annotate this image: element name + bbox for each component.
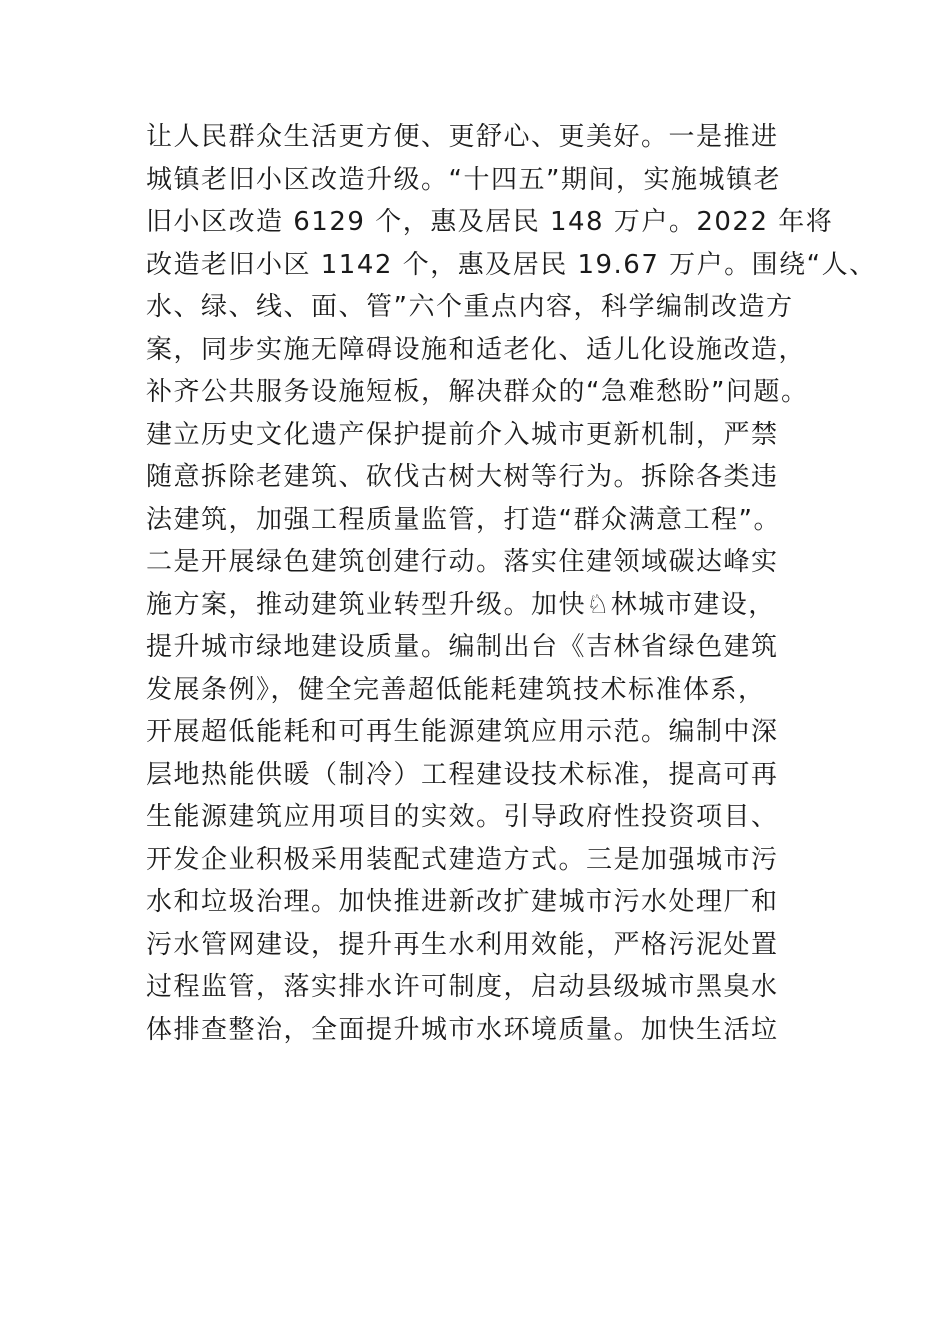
- text-line: 旧小区改造 6129 个，惠及居民 148 万户。2022 年将: [146, 207, 834, 237]
- text-line: 开发企业积极采用装配式建造方式。三是加强城市污: [146, 844, 779, 875]
- text-line: 过程监管，落实排水许可制度，启动县级城市黑臭水: [146, 972, 779, 1002]
- text-line: 水、绿、线、面、管”六个重点内容，科学编制改造方: [146, 292, 794, 322]
- text-line: 发展条例》，健全完善超低能耗建筑技术标准体系，: [146, 674, 766, 705]
- text-line: 城镇老旧小区改造升级。“十四五”期间，实施城镇老: [146, 164, 781, 195]
- text-line: 生能源建筑应用项目的实效。引导政府性投资项目、: [146, 802, 779, 832]
- text-line: 水和垃圾治理。加快推进新改扩建城市污水处理厂和: [146, 887, 779, 917]
- text-line: 提升城市绿地建设质量。编制出台《吉林省绿色建筑: [146, 632, 779, 662]
- text-line: 施方案，推动建筑业转型升级。加快♘林城市建设，: [146, 589, 776, 620]
- text-line: 补齐公共服务设施短板，解决群众的“急难愁盼”问题。: [146, 377, 809, 407]
- text-line: 建立历史文化遗产保护提前介入城市更新机制，严禁: [146, 419, 779, 450]
- text-line: 开展超低能耗和可再生能源建筑应用示范。编制中深: [146, 717, 779, 747]
- text-line: 二是开展绿色建筑创建行动。落实住建领域碳达峰实: [146, 547, 779, 577]
- text-line: 改造老旧小区 1142 个，惠及居民 19.67 万户。围绕“人、: [146, 249, 877, 280]
- text-line: 随意拆除老建筑、砍伐古树大树等行为。拆除各类违: [146, 462, 779, 492]
- text-line: 案，同步实施无障碍设施和适老化、适儿化设施改造，: [146, 334, 807, 365]
- text-line: 法建筑，加强工程质量监管，打造“群众满意工程”。: [146, 504, 781, 535]
- text-line: 污水管网建设，提升再生水利用效能，严格污泥处置: [146, 929, 779, 960]
- body-text: [146, 116, 877, 1051]
- text-line: 层地热能供暖（制冷）工程建设技术标准，提高可再: [146, 759, 779, 790]
- text-line: 体排查整治，全面提升城市水环境质量。加快生活垃: [146, 1014, 779, 1045]
- text-line: 让人民群众生活更方便、更舒心、更美好。一是推进: [146, 122, 779, 152]
